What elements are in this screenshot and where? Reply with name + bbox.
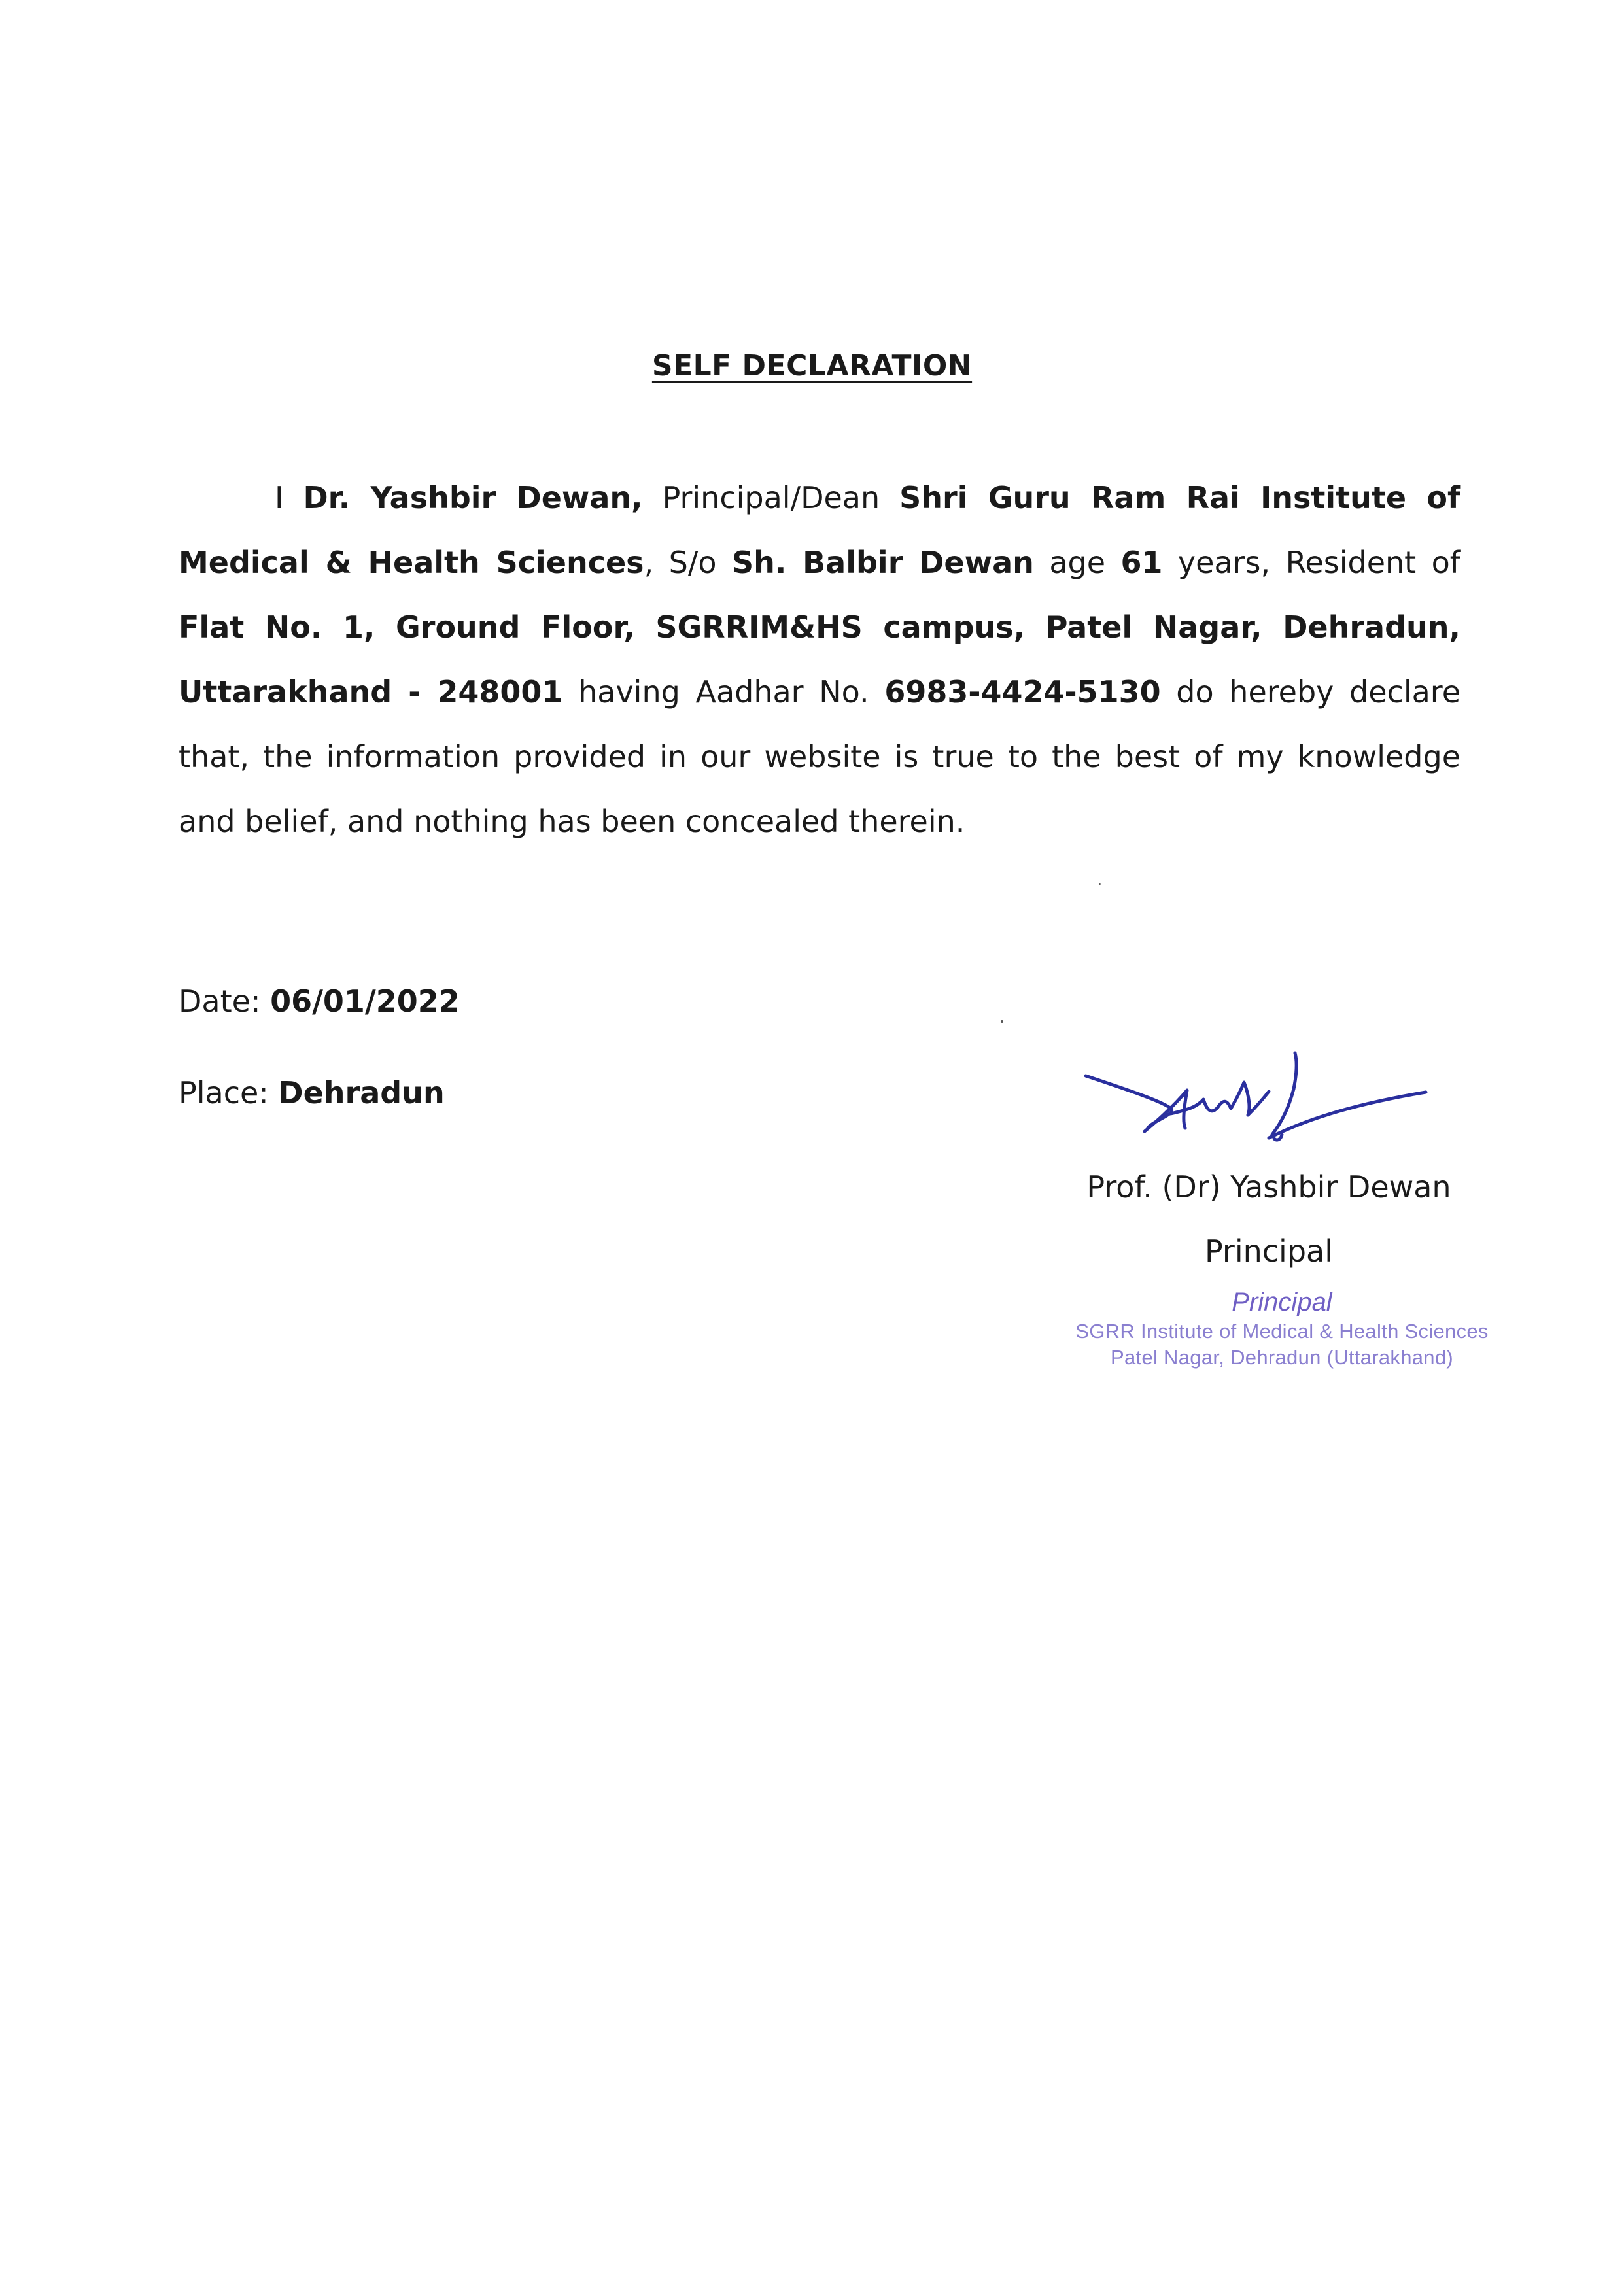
stamp-institute: SGRR Institute of Medical & Health Sciences <box>1075 1320 1489 1343</box>
father-name: Sh. Balbir Dewan <box>731 545 1034 580</box>
declaration-intro: I <box>275 480 303 515</box>
residential-address: Flat No. 1, Ground Floor, SGRRIM&HS campus, Patel Nagar, Dehradun, Uttarakhand - 248001 <box>179 610 1460 710</box>
signatory-designation: Principal <box>1204 1233 1334 1269</box>
relation-text: , S/o <box>644 545 732 580</box>
age-value: 61 <box>1120 545 1163 580</box>
official-stamp <box>1066 1286 1498 1371</box>
place-line <box>179 1075 445 1110</box>
declaration-statement: do hereby declare that, the information provided in our website is true to the best of my knowledge and belief, and nothing has been concealed therein. <box>179 674 1461 839</box>
declarant-role: Principal/Dean <box>642 480 900 515</box>
scan-speck <box>1099 883 1101 885</box>
declarant-name: Dr. Yashbir Dewan, <box>303 480 643 515</box>
aadhar-label: having Aadhar No. <box>562 674 885 710</box>
date-value: 06/01/2022 <box>270 984 460 1019</box>
document-title: SELF DECLARATION <box>651 349 973 383</box>
resident-label: years, Resident of <box>1162 545 1460 580</box>
signatory-name: Prof. (Dr) Yashbir Dewan <box>1086 1169 1451 1205</box>
scan-speck <box>1001 1020 1003 1023</box>
handwritten-signature <box>1073 1037 1439 1161</box>
aadhar-number: 6983-4424-5130 <box>884 674 1161 710</box>
date-label: Date: <box>179 984 271 1019</box>
age-label: age <box>1033 545 1121 580</box>
stamp-title: Principal <box>1232 1288 1332 1316</box>
institute-name: Shri Guru Ram Rai Institute of Medical & Health Sciences <box>179 480 1460 580</box>
declaration-paragraph <box>179 466 1460 854</box>
place-value: Dehradun <box>278 1075 445 1110</box>
place-label: Place: <box>179 1075 279 1110</box>
date-line <box>179 984 460 1019</box>
stamp-address: Patel Nagar, Dehradun (Uttarakhand) <box>1110 1346 1453 1369</box>
